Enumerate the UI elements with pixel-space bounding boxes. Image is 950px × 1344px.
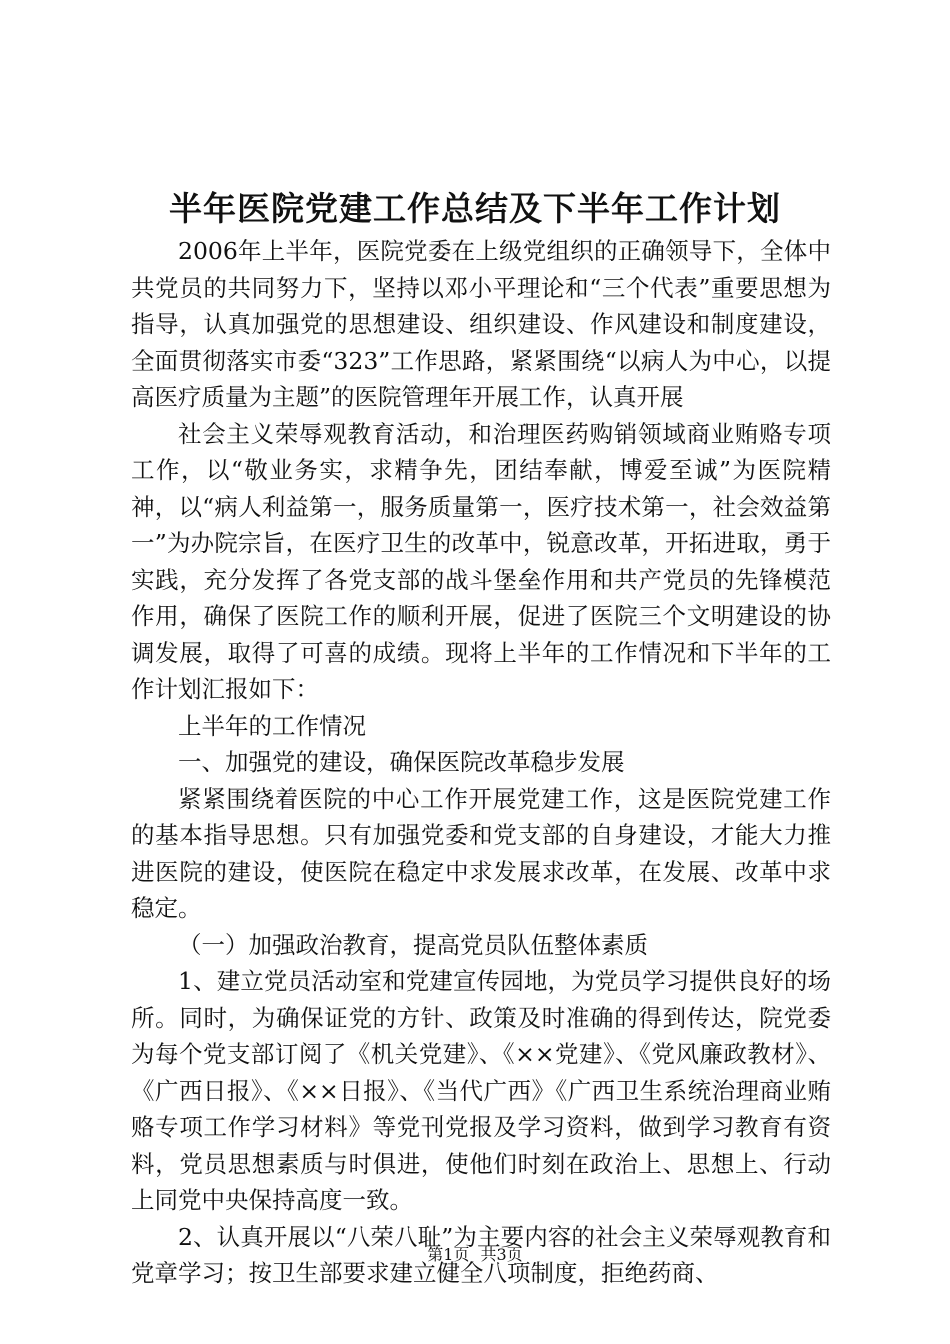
document-title: 半年医院党建工作总结及下半年工作计划 bbox=[169, 189, 781, 228]
paragraph-intro: 2006年上半年，医院党委在上级党组织的正确领导下，全体中共党员的共同努力下，坚持以邓小平理论和“三个代表”重要思想为指导，认真加强党的思想建设、组织建设、作风建设和制度建设，全面贯彻落实市委“323”工作思路，紧紧围绕“以病人为中心，以提高医疗质量为主题”的医院管理年开展工作，认真开展 bbox=[131, 237, 831, 411]
paragraph-item-1: 1、建立党员活动室和党建宣传园地，为党员学习提供良好的场所。同时，为确保证党的方针、政策及时准确的得到传达，院党委为每个党支部订阅了《机关党建》、《××党建》、《党风廉政教材》、《广西日报》、《××日报》、《当代广西》《广西卫生系统治理商业贿赂专项工作学习材料》等党刊党报及学习资料，做到学习教育有资料，党员思想素质与时俱进，使他们时刻在政治上、思想上、行动上同党中央保持高度一致。 bbox=[131, 967, 831, 1214]
subsection-heading-political-education: （一）加强政治教育，提高党员队伍整体素质 bbox=[178, 930, 648, 959]
paragraph-guiding-thought: 紧紧围绕着医院的中心工作开展党建工作，这是医院党建工作的基本指导思想。只有加强党委和党支部的自身建设，才能大力推进医院的建设，使医院在稳定中求发展求改革，在发展、改革中求稳定。 bbox=[131, 784, 831, 922]
page-number-current: 第1页 bbox=[427, 1245, 470, 1264]
section-heading-party-building: 一、加强党的建设，确保医院改革稳步发展 bbox=[178, 748, 625, 776]
paragraph-item-2: 2、认真开展以“八荣八耻”为主要内容的社会主义荣辱观教育和党章学习；按卫生部要求建立健全八项制度，拒绝药商、 bbox=[131, 1222, 831, 1287]
section-heading-first-half: 上半年的工作情况 bbox=[178, 711, 366, 740]
page-footer bbox=[0, 1244, 950, 1266]
page-number-total: 共3页 bbox=[480, 1245, 523, 1264]
document-body bbox=[131, 233, 831, 1292]
paragraph-activities: 社会主义荣辱观教育活动，和治理医药购销领域商业贿赂专项工作，以“敬业务实，求精争先，团结奉献，博爱至诚”为医院精神，以“病人利益第一，服务质量第一，医疗技术第一，社会效益第一”为办院宗旨，在医疗卫生的改革中，锐意改革，开拓进取，勇于实践，充分发挥了各党支部的战斗堡垒作用和共产党员的先锋模范作用，确保了医院工作的顺利开展，促进了医院三个文明建设的协调发展，取得了可喜的成绩。现将上半年的工作情况和下半年的工作计划汇报如下： bbox=[131, 419, 831, 703]
